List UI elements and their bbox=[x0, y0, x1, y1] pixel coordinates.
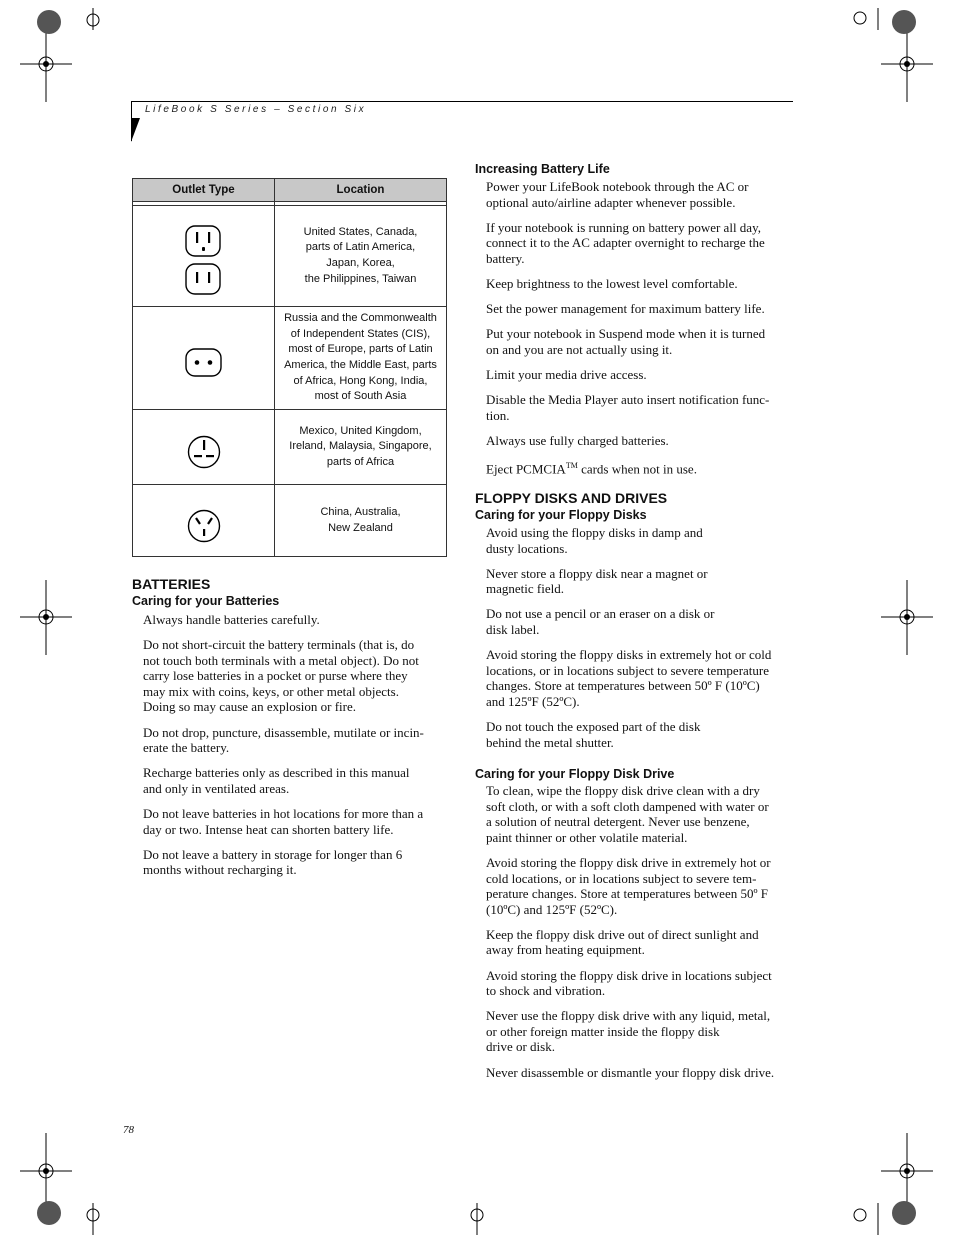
eject-pcmcia-paragraph bbox=[486, 458, 800, 477]
floppy-drive-paragraph: Avoid storing the floppy disk drive in extremely hot or cold locations, or in locations subject to severe tem- perature changes. Store at temperatures between 50º F (10ºC) and 125ºF (52ºC). bbox=[486, 855, 771, 917]
eject-text-before: Eject PCMCIA bbox=[486, 461, 566, 477]
battery-paragraph: Do not short-circuit the battery terminals (that is, do not touch both terminals with a metal object). Do not carry lose batteries in a pocket or purse where they may mix with coins, keys, or other metal objects. Doing so may cause an explosion or fire. bbox=[143, 637, 419, 715]
battery-life-paragraph: Always use fully charged batteries. bbox=[486, 432, 669, 448]
floppy-disk-paragraph: Avoid using the floppy disks in damp and dusty locations. bbox=[486, 525, 703, 556]
location-cell: Russia and the Commonwealth of Independent States (CIS), most of Europe, parts of Latin America, the Middle East, parts of Africa, Hong Kong, India, most of South Asia bbox=[275, 307, 447, 410]
floppy-disk-paragraph: Do not touch the exposed part of the disk behind the metal shutter. bbox=[486, 718, 701, 750]
page-number: 78 bbox=[123, 1124, 134, 1136]
floppy-drive-paragraph: Keep the floppy disk drive out of direct sunlight and away from heating equipment. bbox=[486, 926, 759, 958]
battery-life-paragraph: Keep brightness to the lowest level comfortable. bbox=[486, 275, 738, 291]
battery-life-paragraph: If your notebook is running on battery power all day, connect it to the AC adapter overnight to recharge the battery. bbox=[486, 219, 765, 266]
floppy-drive-paragraph: Never disassemble or dismantle your floppy disk drive. bbox=[486, 1064, 775, 1080]
running-header: LifeBook S Series – Section Six bbox=[145, 104, 367, 115]
table-row bbox=[133, 307, 447, 410]
outlet-type-cell bbox=[133, 206, 275, 307]
column-header-outlet-type: Outlet Type bbox=[133, 179, 275, 202]
us-plug-icons bbox=[184, 225, 224, 297]
floppy-heading: FLOPPY DISKS AND DRIVES bbox=[475, 490, 668, 506]
location-cell: United States, Canada, parts of Latin America, Japan, Korea, the Philippines, Taiwan bbox=[275, 206, 447, 307]
australia-plug-icon bbox=[186, 509, 222, 543]
table-row bbox=[133, 206, 447, 307]
caring-floppy-disks-subheading: Caring for your Floppy Disks bbox=[475, 508, 647, 522]
battery-paragraph: Do not leave a battery in storage for longer than 6 months without recharging it. bbox=[143, 846, 403, 878]
eject-text-after: cards when not in use. bbox=[577, 461, 697, 477]
caring-batteries-subheading: Caring for your Batteries bbox=[132, 594, 280, 608]
battery-paragraph: Recharge batteries only as described in this manual and only in ventilated areas. bbox=[143, 765, 410, 796]
outlet-type-cell bbox=[133, 485, 275, 557]
header-rule bbox=[131, 101, 793, 102]
floppy-drive-paragraph: Never use the floppy disk drive with any liquid, metal, or other foreign matter inside the floppy disk drive or disk. bbox=[486, 1008, 771, 1055]
euro-plug-icon bbox=[184, 348, 224, 378]
column-header-location: Location bbox=[275, 179, 447, 202]
uk-plug-icon bbox=[186, 435, 222, 469]
trademark-sup: TM bbox=[565, 460, 578, 470]
table-row bbox=[133, 485, 447, 557]
battery-life-paragraph: Put your notebook in Suspend mode when it is turned on and you are not actually using it. bbox=[486, 326, 766, 357]
floppy-section bbox=[475, 489, 800, 1090]
floppy-drive-paragraph: To clean, wipe the floppy disk drive clean with a dry soft cloth, or with a soft cloth dampened with water or a solution of neutral detergent. Never use benzene, paint thinner or other volatile material. bbox=[486, 783, 769, 845]
floppy-drive-paragraph: Avoid storing the floppy disk drive in locations subject to shock and vibration. bbox=[486, 967, 772, 999]
header-corner-mark bbox=[131, 118, 140, 142]
table-header-row bbox=[133, 179, 447, 202]
battery-life-paragraph: Set the power management for maximum battery life. bbox=[486, 301, 765, 317]
outlet-type-cell bbox=[133, 410, 275, 485]
location-cell: Mexico, United Kingdom, Ireland, Malaysia, Singapore, parts of Africa bbox=[275, 410, 447, 485]
batteries-heading: BATTERIES bbox=[132, 576, 211, 592]
floppy-disk-paragraph: Avoid storing the floppy disks in extremely hot or cold locations, or in locations subject to severe temperature changes. Store at temperatures between 50º F (10ºC) and 125ºF (52ºC). bbox=[486, 647, 772, 709]
outlet-table bbox=[132, 178, 447, 557]
outlet-type-cell bbox=[133, 307, 275, 410]
battery-life-paragraph: Limit your media drive access. bbox=[486, 366, 647, 382]
battery-life-section bbox=[475, 161, 800, 486]
battery-paragraph: Do not leave batteries in hot locations for more than a day or two. Intense heat can shorten battery life. bbox=[143, 805, 424, 837]
caring-floppy-drive-subheading: Caring for your Floppy Disk Drive bbox=[475, 767, 675, 782]
battery-life-paragraph: Disable the Media Player auto insert notification func- tion. bbox=[486, 391, 770, 423]
battery-paragraph: Do not drop, puncture, disassemble, mutilate or incin- erate the battery. bbox=[143, 724, 424, 756]
batteries-section bbox=[132, 575, 452, 887]
location-cell: China, Australia, New Zealand bbox=[275, 485, 447, 557]
battery-life-paragraph: Power your LifeBook notebook through the AC or optional auto/airline adapter whenever possible. bbox=[486, 179, 749, 210]
increasing-battery-life-subheading: Increasing Battery Life bbox=[475, 162, 610, 176]
floppy-disk-paragraph: Never store a floppy disk near a magnet or magnetic field. bbox=[486, 565, 708, 597]
floppy-disk-paragraph: Do not use a pencil or an eraser on a disk or disk label. bbox=[486, 606, 715, 637]
battery-paragraph: Always handle batteries carefully. bbox=[143, 612, 320, 627]
table-row bbox=[133, 410, 447, 485]
